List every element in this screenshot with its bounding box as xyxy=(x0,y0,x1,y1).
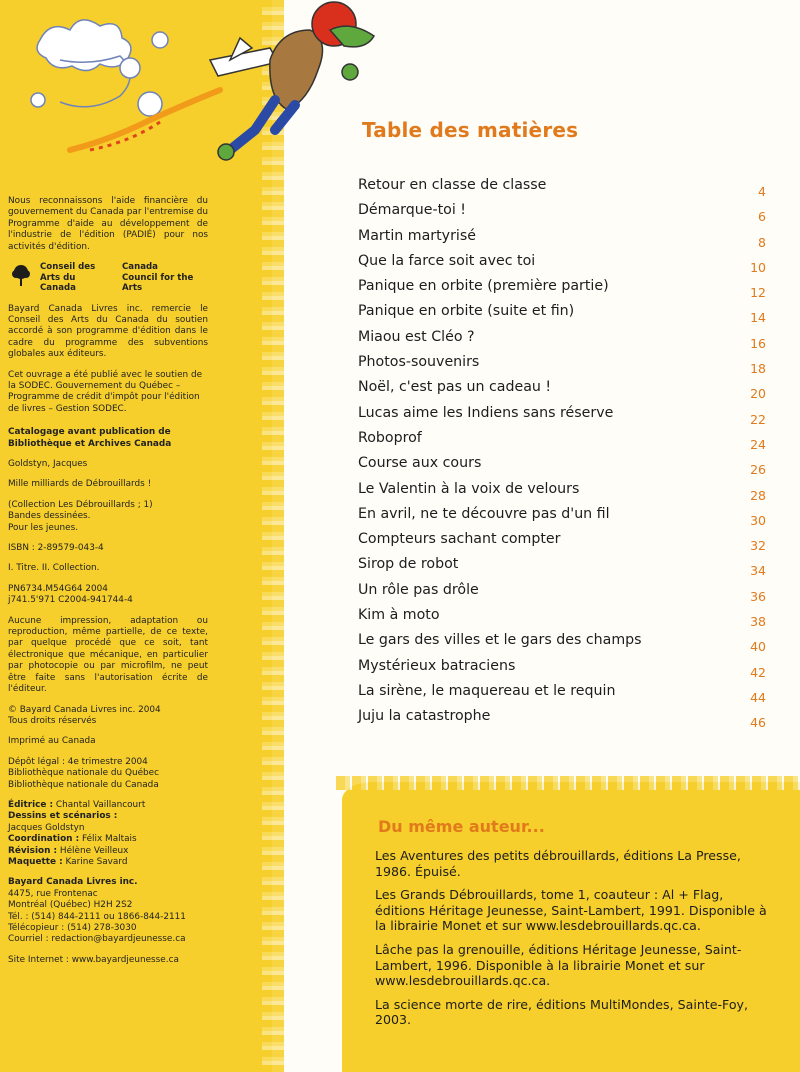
toc-entry-page: 40 xyxy=(750,639,766,655)
toc-entry-title: Lucas aime les Indiens sans réserve xyxy=(358,404,614,421)
depot-1: Dépôt légal : 4e trimestre 2004 xyxy=(8,756,148,767)
dessins-name: Jacques Goldstyn xyxy=(8,822,85,833)
toc-entry xyxy=(356,376,772,401)
arts-council-logo-block xyxy=(8,262,208,294)
website: Site Internet : www.bayardjeunesse.ca xyxy=(8,954,179,965)
toc-entry-page: 18 xyxy=(750,361,766,377)
toc-entry xyxy=(356,604,772,629)
toc-entry xyxy=(356,225,772,250)
toc-entry xyxy=(356,528,772,553)
toc-entry-page: 28 xyxy=(750,487,766,503)
toc-entry-page: 42 xyxy=(750,664,766,680)
credit-revision xyxy=(8,846,208,857)
toc-entry-page: 6 xyxy=(758,209,766,225)
toc-entry-title: Mystérieux batraciens xyxy=(358,657,516,674)
toc-entry xyxy=(356,629,772,654)
toc-entry-page: 12 xyxy=(750,285,766,301)
toc-entry-title: Compteurs sachant compter xyxy=(358,531,561,548)
toc-entry-title: Le Valentin à la voix de velours xyxy=(358,480,580,497)
isbn: ISBN : 2-89579-043-4 xyxy=(8,543,104,554)
toc-entry-page: 26 xyxy=(750,462,766,478)
editrice-label: Éditrice : xyxy=(8,799,54,810)
toc-entry xyxy=(356,250,772,275)
maquette-label: Maquette : xyxy=(8,856,63,867)
toc-entry-page: 24 xyxy=(750,436,766,452)
toc-entry xyxy=(356,275,772,300)
catalog-genre-2: Pour les jeunes. xyxy=(8,522,79,533)
credit-maquette xyxy=(8,857,208,868)
toc-entry xyxy=(356,199,772,224)
coordination-label: Coordination : xyxy=(8,834,80,845)
toc-entry-page: 4 xyxy=(758,184,766,199)
toc-entry-title: Noël, c'est pas un cadeau ! xyxy=(358,379,552,396)
fax: Télécopieur : (514) 278-3030 xyxy=(8,923,137,933)
toc-entry xyxy=(356,452,772,477)
toc-entry-page: 8 xyxy=(758,234,766,250)
toc-entry-page: 32 xyxy=(750,538,766,554)
toc-entry-page: 14 xyxy=(750,310,766,326)
same-author-title: Du même auteur... xyxy=(378,817,545,836)
toc-entry-title: Sirop de robot xyxy=(358,556,459,573)
toc-entry-page: 44 xyxy=(750,689,766,705)
address-1: 4475, rue Frontenac xyxy=(8,888,98,899)
table-of-contents xyxy=(356,174,772,731)
toc-entry-page: 22 xyxy=(750,411,766,427)
council-thanks: Bayard Canada Livres inc. remercie le Conseil des Arts du Canada du soutien accordé à son programme d'édition dans le cadre du programme des subventions globales aux éditeurs. xyxy=(8,303,208,360)
toc-entry xyxy=(356,300,772,325)
toc-entry xyxy=(356,655,772,680)
toc-entry-page: 38 xyxy=(750,614,766,630)
toc-entry-page: 46 xyxy=(750,715,766,731)
toc-entry-title: Que la farce soit avec toi xyxy=(358,252,536,269)
toc-entry-page: 20 xyxy=(750,386,766,402)
colophon-text xyxy=(8,196,208,975)
toc-entry-page: 16 xyxy=(750,335,766,351)
toc-entry-title: Panique en orbite (suite et fin) xyxy=(358,303,575,320)
toc-entry-title: Démarque-toi ! xyxy=(358,202,466,219)
toc-entry xyxy=(356,351,772,376)
toc-entry-page: 34 xyxy=(750,563,766,579)
toc-entry-title: Martin martyrisé xyxy=(358,227,476,244)
toc-entry-title: Roboprof xyxy=(358,429,422,446)
classification-2: j741.5'971 C2004-941744-4 xyxy=(8,595,133,606)
catalog-series: (Collection Les Débrouillards ; 1) xyxy=(8,499,153,510)
catalog-genre-1: Bandes dessinées. xyxy=(8,511,91,522)
depot-2: Bibliothèque nationale du Québec xyxy=(8,768,160,779)
copyright-2: Tous droits réservés xyxy=(8,715,97,726)
toc-entry-title: Photos-souvenirs xyxy=(358,354,480,371)
toc-entry-page: 10 xyxy=(750,259,766,275)
frog-rocket-illustration xyxy=(0,0,400,180)
same-author-item: La science morte de rire, éditions MultiMondes, Sainte-Foy, 2003. xyxy=(375,996,748,1028)
catalog-titre: I. Titre. II. Collection. xyxy=(8,563,100,574)
toc-entry xyxy=(356,705,772,730)
toc-entry-title: Juju la catastrophe xyxy=(358,708,491,725)
toc-entry-page: 36 xyxy=(750,588,766,604)
toc-entry xyxy=(356,579,772,604)
toc-entry xyxy=(356,553,772,578)
toc-entry-title: En avril, ne te découvre pas d'un fil xyxy=(358,505,610,522)
maquette-name: Karine Savard xyxy=(65,856,128,867)
toc-entry xyxy=(356,427,772,452)
catalog-title: Mille milliards de Débrouillards ! xyxy=(8,479,152,490)
toc-entry xyxy=(356,326,772,351)
toc-entry-title: La sirène, le maquereau et le requin xyxy=(358,682,616,699)
maple-tree-icon xyxy=(8,262,34,288)
same-author-item: Les Grands Débrouillards, tome 1, coauteur : Al + Flag, éditions Héritage Jeunesse, Saint-Lambert, 1991. Disponible à la librairie Monet et sur www.lesdebrouillards.qc.ca. xyxy=(375,887,767,934)
toc-entry xyxy=(356,680,772,705)
toc-entry-title: Panique en orbite (première partie) xyxy=(358,278,609,295)
address-2: Montréal (Québec) H2H 2S2 xyxy=(8,900,133,911)
telephone: Tél. : (514) 844-2111 ou 1866-844-2111 xyxy=(8,911,186,922)
coordination-name: Félix Maltais xyxy=(81,834,137,845)
toc-title: Table des matières xyxy=(362,118,579,142)
editrice-name: Chantal Vaillancourt xyxy=(55,799,146,810)
revision-name: Hélène Veilleux xyxy=(59,845,129,856)
classification-1: PN6734.M54G64 2004 xyxy=(8,583,108,594)
arts-council-en: Canada Council for the Arts xyxy=(122,262,194,294)
toc-entry-title: Un rôle pas drôle xyxy=(358,581,479,598)
toc-entry-title: Le gars des villes et le gars des champs xyxy=(358,632,642,649)
toc-entry-title: Kim à moto xyxy=(358,607,440,624)
same-author-item: Les Aventures des petits débrouillards, éditions La Presse, 1986. Épuisé. xyxy=(375,848,741,879)
toc-entry xyxy=(356,402,772,427)
dessins-label: Dessins et scénarios : xyxy=(8,811,118,822)
credit-editrice xyxy=(8,800,208,811)
catalog-author: Goldstyn, Jacques xyxy=(8,459,88,469)
toc-entry xyxy=(356,478,772,503)
toc-entry-title: Course aux cours xyxy=(358,455,482,472)
publisher-name: Bayard Canada Livres inc. xyxy=(8,877,138,888)
rights-notice: Aucune impression, adaptation ou reproduction, même partielle, de ce texte, par quelque procédé que ce soit, tant électronique que mécanique, en particulier par photocopie ou par microfilm, ne peut être faite sans l'autorisation écrite de l'éditeur. xyxy=(8,615,208,695)
copyright-1: © Bayard Canada Livres inc. 2004 xyxy=(8,704,161,715)
padie-notice: Nous reconnaissons l'aide financière du gouvernement du Canada par l'entremise du Programme d'aide au développement de l'industrie de l'édition (PADIÉ) pour nos activités d'édition. xyxy=(8,196,208,252)
same-author-list xyxy=(375,848,773,1036)
toc-entry-title: Retour en classe de classe xyxy=(358,177,547,193)
printed-in: Imprimé au Canada xyxy=(8,736,96,747)
sodec-notice: Cet ouvrage a été publié avec le soutien de la SODEC. Gouvernement du Québec – Programme de crédit d'impôt pour l'édition de livres – Gestion SODEC. xyxy=(8,369,203,414)
toc-entry xyxy=(356,174,772,199)
credit-coordination xyxy=(8,834,208,845)
toc-entry-title: Miaou est Cléo ? xyxy=(358,328,475,345)
toc-entry-page: 30 xyxy=(750,512,766,528)
email: Courriel : redaction@bayardjeunesse.ca xyxy=(8,934,186,945)
revision-label: Révision : xyxy=(8,845,58,856)
toc-entry xyxy=(356,503,772,528)
same-author-item: Lâche pas la grenouille, éditions Héritage Jeunesse, Saint-Lambert, 1996. Disponible à la librairie Monet et sur www.lesdebrouillards.qc.ca. xyxy=(375,941,742,989)
arts-council-fr: Conseil des Arts du Canada xyxy=(40,262,96,294)
depot-3: Bibliothèque nationale du Canada xyxy=(8,779,159,790)
catalog-heading: Catalogage avant publication de Bibliothèque et Archives Canada xyxy=(8,427,172,449)
